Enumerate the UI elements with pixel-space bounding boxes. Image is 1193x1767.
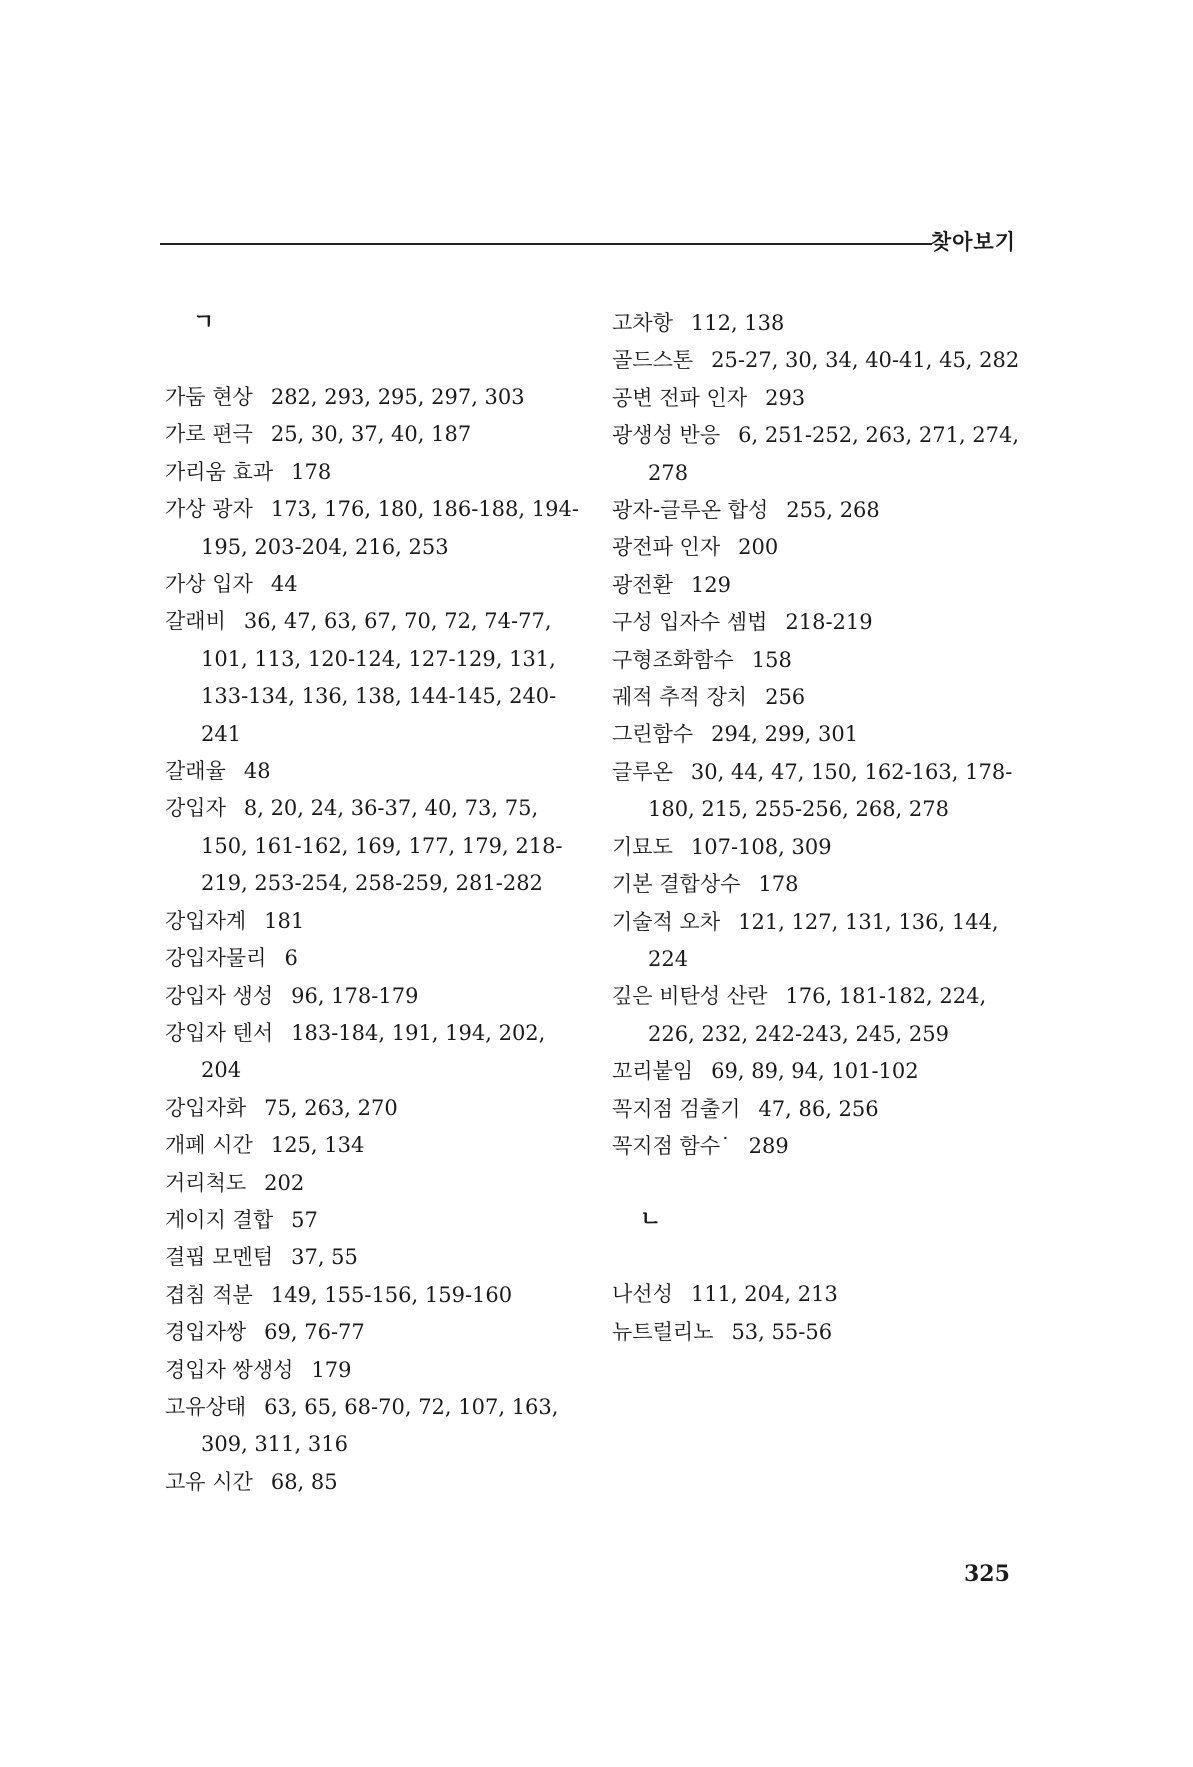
index-entry: [612, 978, 1032, 1053]
section-heading-nieun: ㄴ: [640, 1207, 662, 1233]
index-pages: 129: [690, 572, 731, 597]
index-term: 글루온: [612, 759, 673, 784]
index-entry: [612, 305, 1032, 342]
index-entry: [612, 904, 1032, 979]
index-term: 꼭지점 검출기: [612, 1096, 741, 1121]
index-term: 개폐 시간: [165, 1133, 253, 1158]
index-pages: 178: [291, 459, 332, 484]
index-pages: 255, 268: [786, 498, 880, 523]
index-entry: [612, 1314, 1032, 1351]
index-column-right: [612, 305, 1032, 1351]
index-term: 경입자 쌍생성: [165, 1357, 294, 1382]
index-pages: 37, 55: [291, 1245, 358, 1270]
index-pages: 48: [243, 759, 271, 784]
index-term: 고유 시간: [165, 1469, 253, 1494]
index-entry: [165, 454, 585, 491]
index-pages: 183-184, 191, 194, 202, 204: [201, 1020, 546, 1083]
running-header: [160, 226, 1016, 256]
index-pages: 178: [758, 872, 799, 897]
index-pages: 218-219: [785, 610, 873, 635]
index-term: 골드스톤: [612, 348, 694, 373]
index-entry: [612, 866, 1032, 903]
index-entry: [165, 1015, 585, 1090]
index-term: 깊은 비탄성 산란: [612, 984, 768, 1009]
index-term: 강입자계: [165, 908, 247, 933]
index-pages: 44: [270, 572, 298, 597]
index-pages: 36, 47, 63, 67, 70, 72, 74-77, 101, 113, 120-124, 127-129, 131, 133-134, 136, 138, 144-145, 240-241: [201, 609, 557, 746]
index-pages: 256: [765, 685, 806, 710]
index-term: 광전파 인자: [612, 535, 721, 560]
index-pages: 68, 85: [270, 1469, 338, 1494]
index-entry: [612, 1091, 1032, 1128]
index-entry: [165, 379, 585, 416]
index-term: 경입자쌍: [165, 1320, 247, 1345]
index-entry: [165, 603, 585, 753]
index-term: 고차항: [612, 311, 673, 335]
index-term: 갈래비: [165, 609, 226, 634]
index-entry: [612, 342, 1032, 379]
index-entry: [612, 754, 1032, 829]
index-entry: [612, 567, 1032, 604]
index-entry: [165, 903, 585, 940]
index-pages: 63, 65, 68-70, 72, 107, 163, 309, 311, 316: [201, 1394, 559, 1457]
index-term: 가로 편극: [165, 422, 253, 447]
index-term: 기묘도: [612, 834, 673, 859]
index-pages: 158: [751, 647, 792, 672]
index-pages: 8, 20, 24, 36-37, 40, 73, 75, 150, 161-162, 169, 177, 179, 218-219, 253-254, 258-259, 281-282: [201, 796, 563, 896]
index-term: 뉴트럴리노: [612, 1319, 714, 1344]
index-pages: 293: [765, 385, 806, 410]
page-number: 325: [964, 1561, 1010, 1587]
index-column-left: [165, 305, 585, 1501]
index-entry-list: [612, 305, 1032, 1165]
index-term: 가상 광자: [165, 497, 253, 522]
header-rule: [160, 243, 932, 245]
index-pages: 107-108, 309: [690, 834, 832, 859]
index-term: 그린함수: [612, 722, 694, 747]
index-pages: 111, 204, 213: [690, 1282, 838, 1307]
index-pages: 25, 30, 37, 40, 187: [270, 422, 472, 447]
index-entry: [165, 790, 585, 902]
index-entry: [612, 1128, 1032, 1165]
index-term: 기술적 오차: [612, 909, 721, 934]
index-term: 광전환: [612, 572, 673, 597]
index-term: 공변 전파 인자: [612, 385, 748, 410]
index-entry: [612, 380, 1032, 417]
section-gap: [612, 1165, 1032, 1202]
index-term: 갈래율: [165, 759, 226, 784]
index-pages: 69, 89, 94, 101-102: [711, 1059, 919, 1084]
index-term: 결핍 모멘텀: [165, 1245, 274, 1270]
index-pages: 176, 181-182, 224, 226, 232, 242-243, 245, 259: [648, 984, 987, 1046]
index-term: 광생성 반응: [612, 423, 721, 448]
index-term: 고유상태: [165, 1394, 247, 1419]
index-pages: 75, 263, 270: [264, 1095, 398, 1120]
index-entry: [612, 1053, 1032, 1090]
index-entry: [165, 753, 585, 790]
index-entry: [165, 978, 585, 1015]
index-term: 구성 입자수 셈법: [612, 610, 768, 635]
index-entry: [165, 1239, 585, 1276]
index-term: 강입자물리: [165, 946, 267, 971]
index-pages: 25-27, 30, 34, 40-41, 45, 282: [711, 348, 1020, 373]
index-entry: [165, 1127, 585, 1164]
index-entry: [165, 1090, 585, 1127]
index-term: 가리움 효과: [165, 459, 274, 484]
index-term: 강입자: [165, 796, 226, 821]
index-pages: 30, 44, 47, 150, 162-163, 178-180, 215, 255-256, 268, 278: [648, 759, 1013, 822]
index-entry: [612, 529, 1032, 566]
index-term: 강입자화: [165, 1095, 247, 1120]
index-pages: 47, 86, 256: [758, 1096, 879, 1121]
index-entry-list: [612, 1276, 1032, 1351]
index-pages: 53, 55-56: [731, 1319, 833, 1344]
index-term: 거리척도: [165, 1170, 247, 1195]
index-term: 기본 결합상수: [612, 872, 741, 897]
index-pages: 125, 134: [270, 1133, 365, 1158]
index-term: 광자-글루온 합성: [612, 498, 769, 523]
index-entry: [165, 416, 585, 453]
index-pages: 173, 176, 180, 186-188, 194-195, 203-204, 216, 253: [201, 497, 579, 559]
index-entry: [165, 1389, 585, 1464]
index-entry: [612, 1276, 1032, 1313]
index-pages: 69, 76-77: [264, 1320, 365, 1345]
index-pages: 289: [748, 1133, 789, 1158]
index-pages: 282, 293, 295, 297, 303: [270, 385, 525, 409]
index-entry: [165, 1202, 585, 1239]
section-heading-giyeok: ㄱ: [193, 310, 215, 335]
index-pages: 112, 138: [690, 311, 785, 335]
index-term: 가상 입자: [165, 572, 253, 597]
index-entry: [612, 604, 1032, 641]
index-pages: 294, 299, 301: [711, 722, 859, 747]
index-entry: [612, 829, 1032, 866]
index-entry: [165, 1277, 585, 1314]
index-term: 가둠 현상: [165, 385, 253, 409]
index-term: 강입자 텐서: [165, 1020, 274, 1045]
index-pages: 57: [291, 1207, 318, 1232]
index-entry: [165, 1165, 585, 1202]
index-term: 궤적 추적 장치: [612, 685, 748, 710]
header-title: 찾아보기: [930, 230, 1016, 254]
index-term: 꼬리붙임: [612, 1059, 694, 1084]
index-term: 꼭지점 함수˙: [612, 1133, 731, 1158]
index-entry: [612, 417, 1032, 492]
index-term: 나선성: [612, 1282, 673, 1307]
index-entry: [165, 1352, 585, 1389]
index-entry: [165, 566, 585, 603]
index-pages: 6, 251-252, 263, 271, 274, 278: [648, 423, 1020, 485]
index-entry: [612, 716, 1032, 753]
index-pages: 200: [738, 535, 779, 560]
index-entry: [612, 679, 1032, 716]
index-entry: [612, 492, 1032, 529]
index-entry-list: [165, 379, 585, 1501]
index-entry: [165, 940, 585, 977]
index-entry: [165, 1464, 585, 1501]
index-entry: [165, 1314, 585, 1351]
index-pages: 149, 155-156, 159-160: [270, 1282, 513, 1307]
index-pages: 96, 178-179: [291, 983, 419, 1008]
index-pages: 202: [264, 1170, 305, 1195]
index-term: 구형조화함수: [612, 647, 734, 672]
index-pages: 179: [311, 1357, 352, 1382]
index-term: 강입자 생성: [165, 983, 274, 1008]
index-term: 겹침 적분: [165, 1282, 253, 1307]
index-entry: [612, 642, 1032, 679]
index-term: 게이지 결합: [165, 1207, 274, 1232]
index-pages: 121, 127, 131, 136, 144, 224: [648, 909, 999, 971]
index-entry: [165, 491, 585, 566]
index-pages: 181: [264, 908, 305, 933]
index-pages: 6: [284, 946, 298, 971]
